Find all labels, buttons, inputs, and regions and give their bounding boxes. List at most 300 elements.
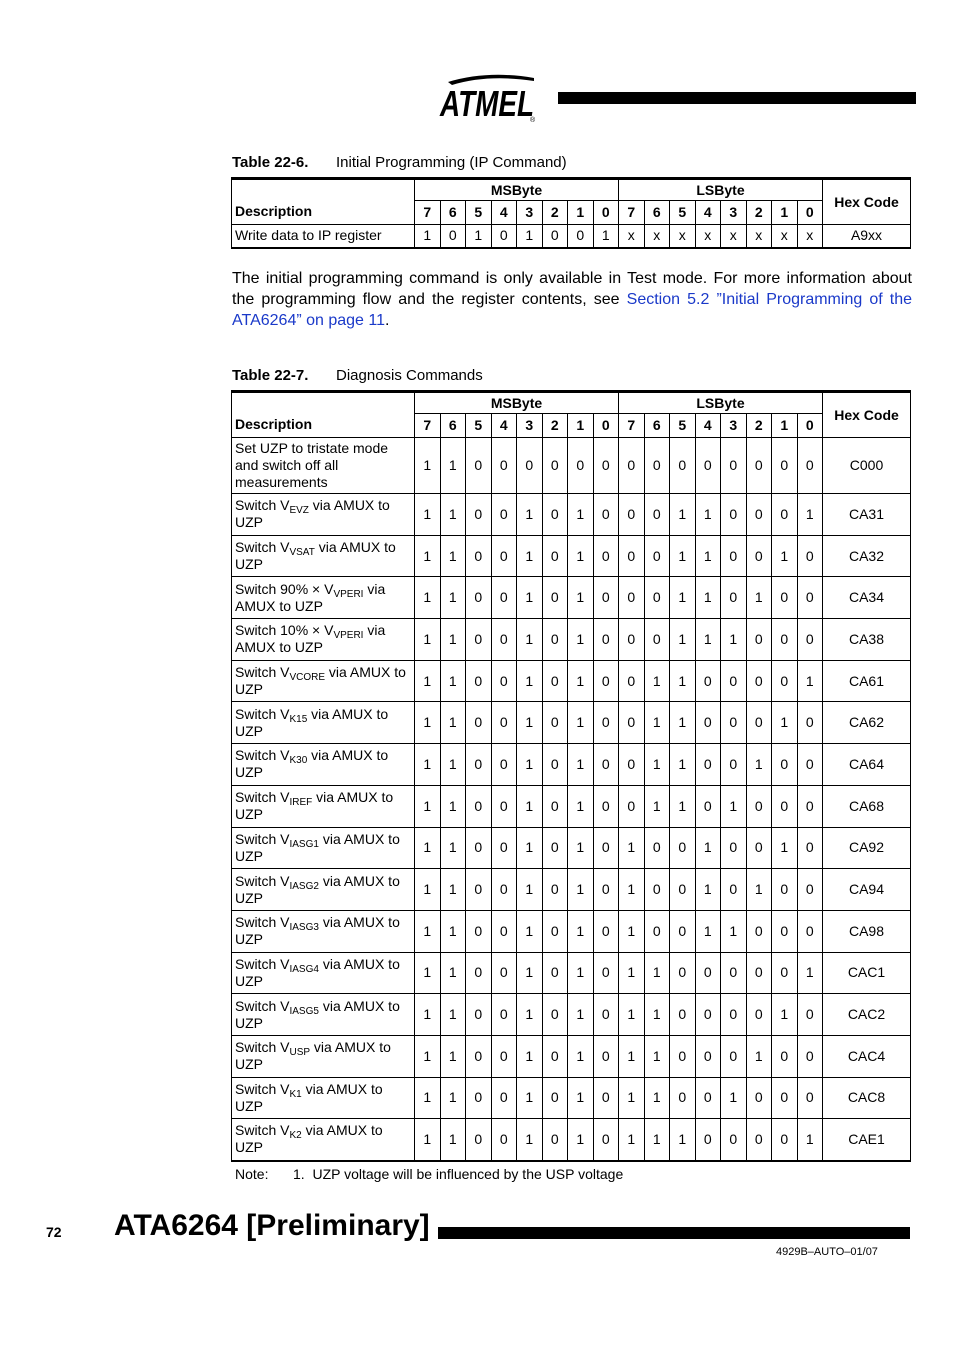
bit-cell: 0 [772, 869, 798, 911]
bit-cell: 1 [568, 744, 594, 786]
bit-cell: 1 [415, 535, 441, 577]
bit-cell: 0 [772, 1077, 798, 1119]
bit-cell: 1 [517, 619, 543, 661]
bit-cell: 1 [440, 1035, 466, 1077]
bit-cell: 0 [466, 1035, 492, 1077]
bit-cell: 1 [440, 660, 466, 702]
bit-cell: 0 [466, 702, 492, 744]
bit-cell: 0 [466, 494, 492, 536]
bit-cell: 0 [491, 827, 517, 869]
bit-cell: 1 [415, 994, 441, 1036]
bit-cell: 0 [797, 535, 823, 577]
bit-cell: 0 [772, 952, 798, 994]
bit-cell: 0 [644, 827, 670, 869]
bit-cell: 0 [466, 438, 492, 494]
description-suffix: via AMUX to UZP [235, 872, 400, 906]
row-description: Write data to IP register [232, 225, 415, 248]
bit-cell: 0 [593, 744, 619, 786]
msbyte-header: MSByte [415, 392, 619, 414]
description-text: Switch V [235, 955, 290, 972]
bit-cell: 0 [772, 910, 798, 952]
bit-cell: 1 [440, 1119, 466, 1161]
bit-cell: 1 [670, 577, 696, 619]
bit-cell: 1 [440, 910, 466, 952]
hex-code-cell: CA31 [823, 494, 911, 536]
bit-cell: 0 [670, 1035, 696, 1077]
bit-cell: 1 [772, 535, 798, 577]
row-description [232, 827, 415, 869]
bit-cell: 1 [568, 869, 594, 911]
bit-cell: 1 [797, 660, 823, 702]
bit-cell: 1 [593, 225, 619, 248]
bit-cell: 0 [721, 494, 747, 536]
description-text: Switch V [235, 789, 290, 806]
bit-cell: 0 [746, 619, 772, 661]
bit-cell: 1 [619, 1119, 645, 1161]
row-description [232, 952, 415, 994]
bit-cell: 1 [568, 660, 594, 702]
bit-cell: 1 [568, 910, 594, 952]
footer-bar [438, 1227, 910, 1239]
bit-cell: 0 [721, 702, 747, 744]
bit-header: 1 [772, 414, 798, 438]
bit-cell: 0 [772, 744, 798, 786]
note-text: 1. UZP voltage will be influenced by the USP voltage [293, 1166, 624, 1182]
bit-cell: 0 [466, 619, 492, 661]
bit-cell: 0 [797, 1077, 823, 1119]
bit-cell: 0 [517, 438, 543, 494]
bit-cell: 1 [746, 1035, 772, 1077]
row-description [232, 702, 415, 744]
table-row [232, 869, 911, 911]
row-description [232, 494, 415, 536]
hex-code-cell: CAE1 [823, 1119, 911, 1161]
description-suffix: via AMUX to UZP [235, 1080, 383, 1114]
bit-header: 2 [542, 201, 568, 225]
voltage-subscript: IASG1 [289, 838, 319, 850]
bit-cell: 0 [746, 1077, 772, 1119]
bit-cell: 1 [721, 910, 747, 952]
note-label: Note: [235, 1166, 269, 1182]
bit-header: 0 [797, 201, 823, 225]
bit-cell: 0 [695, 744, 721, 786]
bit-cell: 1 [670, 619, 696, 661]
bit-cell: 0 [542, 494, 568, 536]
row-description [232, 577, 415, 619]
table-row [232, 535, 911, 577]
bit-cell: 1 [568, 702, 594, 744]
bit-cell: 1 [568, 1119, 594, 1161]
table-row [232, 744, 911, 786]
bit-cell: 1 [695, 535, 721, 577]
bit-cell: x [746, 225, 772, 248]
bit-cell: 0 [670, 952, 696, 994]
bit-cell: x [797, 225, 823, 248]
bit-cell: 0 [797, 994, 823, 1036]
bit-cell: 0 [491, 910, 517, 952]
table1-number: Table 22-6. [232, 154, 309, 171]
bit-cell: 0 [593, 827, 619, 869]
bit-cell: 0 [721, 660, 747, 702]
row-description [232, 438, 415, 494]
bit-cell: 0 [466, 660, 492, 702]
lsbyte-header: LSByte [619, 392, 823, 414]
bit-header: 5 [670, 201, 696, 225]
description-suffix: via AMUX to UZP [235, 497, 390, 531]
bit-cell: 0 [440, 225, 466, 248]
bit-cell: 0 [593, 494, 619, 536]
document-title: ATA6264 [Preliminary] [114, 1209, 430, 1242]
hex-code-header: Hex Code [823, 392, 911, 438]
table2-title: Diagnosis Commands [336, 367, 483, 384]
table-row [232, 910, 911, 952]
bit-cell: 1 [568, 619, 594, 661]
hex-code-cell: CA98 [823, 910, 911, 952]
description-text: Switch 10% × V [235, 622, 334, 639]
bit-cell: 1 [695, 494, 721, 536]
bit-cell: 0 [593, 660, 619, 702]
bit-cell: 0 [797, 910, 823, 952]
bit-header: 3 [721, 414, 747, 438]
description-text: Switch V [235, 872, 290, 889]
bit-cell: 1 [568, 494, 594, 536]
bit-cell: 0 [746, 535, 772, 577]
bit-cell: 1 [517, 535, 543, 577]
bit-cell: 0 [542, 869, 568, 911]
bit-header: 1 [568, 201, 594, 225]
bit-cell: 1 [440, 994, 466, 1036]
table1-title: Initial Programming (IP Command) [336, 154, 567, 171]
bit-cell: 1 [440, 702, 466, 744]
table-row [232, 225, 911, 248]
bit-cell: 1 [644, 1077, 670, 1119]
bit-header: 2 [746, 414, 772, 438]
bit-cell: 0 [797, 744, 823, 786]
bit-cell: 0 [593, 535, 619, 577]
bit-cell: 0 [593, 910, 619, 952]
voltage-subscript: IASG2 [289, 880, 319, 892]
hex-code-cell: A9xx [823, 225, 911, 248]
description-text: Set UZP to tristate mode and switch off all measurements [235, 440, 389, 490]
description-text: Switch V [235, 539, 290, 556]
description-text: Switch V [235, 914, 290, 931]
hex-code-cell: CA62 [823, 702, 911, 744]
description-text: Switch V [235, 997, 290, 1014]
description-text: Switch V [235, 1122, 290, 1139]
bit-cell: 1 [644, 744, 670, 786]
hex-code-cell: CA92 [823, 827, 911, 869]
voltage-subscript: K15 [289, 713, 308, 725]
hex-code-header: Hex Code [823, 179, 911, 225]
bit-cell: 0 [619, 577, 645, 619]
bit-cell: 1 [517, 994, 543, 1036]
bit-cell: 1 [721, 785, 747, 827]
bit-cell: 0 [542, 827, 568, 869]
bit-cell: 0 [772, 438, 798, 494]
description-suffix: via AMUX to UZP [235, 789, 394, 823]
bit-cell: 1 [721, 619, 747, 661]
bit-cell: 0 [644, 869, 670, 911]
bit-cell: 1 [568, 1077, 594, 1119]
bit-cell: 0 [542, 577, 568, 619]
bit-cell: 1 [644, 1119, 670, 1161]
bit-cell: 0 [466, 910, 492, 952]
voltage-subscript: K1 [289, 1088, 302, 1100]
table2-number: Table 22-7. [232, 367, 309, 384]
hex-code-cell: CA64 [823, 744, 911, 786]
bit-cell: 0 [721, 994, 747, 1036]
bit-cell: 0 [542, 702, 568, 744]
bit-cell: 1 [746, 577, 772, 619]
bit-cell: 0 [772, 619, 798, 661]
bit-cell: 1 [619, 910, 645, 952]
row-description [232, 910, 415, 952]
bit-cell: 1 [644, 994, 670, 1036]
description-suffix: via AMUX to UZP [235, 1039, 391, 1073]
bit-cell: 0 [746, 994, 772, 1036]
bit-cell: 1 [644, 660, 670, 702]
bit-cell: 1 [568, 952, 594, 994]
bit-cell: 1 [670, 785, 696, 827]
bit-header: 6 [440, 201, 466, 225]
bit-cell: 0 [466, 785, 492, 827]
row-description [232, 619, 415, 661]
bit-cell: 0 [644, 577, 670, 619]
description-suffix: via AMUX to UZP [235, 580, 386, 614]
bit-cell: 1 [772, 827, 798, 869]
bit-cell: 0 [491, 535, 517, 577]
bit-cell: 0 [721, 577, 747, 619]
bit-cell: 0 [797, 577, 823, 619]
ip-command-table [231, 177, 911, 249]
bit-cell: 0 [797, 869, 823, 911]
header-bar [558, 92, 916, 104]
bit-cell: 1 [415, 952, 441, 994]
bit-cell: 0 [593, 577, 619, 619]
bit-cell: 1 [568, 577, 594, 619]
bit-cell: 0 [619, 494, 645, 536]
description-suffix: via AMUX to UZP [235, 914, 400, 948]
bit-header: 6 [644, 201, 670, 225]
voltage-subscript: IASG4 [289, 963, 319, 975]
bit-cell: 0 [568, 225, 594, 248]
hex-code-cell: CA61 [823, 660, 911, 702]
bit-cell: 0 [568, 438, 594, 494]
bit-cell: 1 [415, 1119, 441, 1161]
bit-cell: 0 [542, 1077, 568, 1119]
bit-header: 5 [670, 414, 696, 438]
bit-cell: 1 [517, 660, 543, 702]
bit-header: 3 [721, 201, 747, 225]
bit-cell: 1 [619, 869, 645, 911]
bit-cell: 1 [466, 225, 492, 248]
hex-code-cell: CA38 [823, 619, 911, 661]
bit-cell: 1 [695, 619, 721, 661]
table-row [232, 494, 911, 536]
bit-cell: 1 [440, 744, 466, 786]
bit-cell: 0 [721, 1035, 747, 1077]
bit-cell: 1 [797, 952, 823, 994]
bit-cell: 0 [721, 952, 747, 994]
table-row [232, 619, 911, 661]
description-header: Description [232, 392, 415, 438]
bit-cell: 0 [772, 577, 798, 619]
bit-cell: 0 [593, 619, 619, 661]
bit-cell: 0 [619, 702, 645, 744]
bit-cell: 1 [619, 1077, 645, 1119]
bit-cell: 1 [415, 702, 441, 744]
bit-cell: 0 [644, 619, 670, 661]
description-suffix: via AMUX to UZP [235, 830, 400, 864]
bit-cell: 1 [619, 994, 645, 1036]
hex-code-cell: CA32 [823, 535, 911, 577]
bit-cell: 1 [440, 494, 466, 536]
bit-cell: 0 [721, 744, 747, 786]
description-suffix: via AMUX to UZP [235, 664, 406, 698]
bit-cell: 0 [542, 225, 568, 248]
bit-cell: 1 [415, 827, 441, 869]
bit-cell: 1 [797, 1119, 823, 1161]
bit-cell: 1 [670, 494, 696, 536]
bit-cell: 0 [772, 1119, 798, 1161]
bit-cell: 1 [415, 438, 441, 494]
bit-cell: 0 [644, 910, 670, 952]
bit-cell: 0 [695, 1119, 721, 1161]
bit-header: 1 [772, 201, 798, 225]
table-row [232, 827, 911, 869]
hex-code-cell: CA34 [823, 577, 911, 619]
bit-cell: 0 [542, 660, 568, 702]
bit-cell: 0 [746, 438, 772, 494]
page-number: 72 [46, 1224, 62, 1240]
bit-cell: 1 [440, 438, 466, 494]
bit-cell: 0 [670, 1077, 696, 1119]
bit-cell: 0 [695, 952, 721, 994]
bit-cell: 1 [721, 1077, 747, 1119]
bit-cell: 0 [466, 1077, 492, 1119]
bit-cell: 0 [593, 1119, 619, 1161]
bit-cell: 1 [415, 225, 441, 248]
bit-header: 3 [517, 201, 543, 225]
bit-cell: 1 [517, 952, 543, 994]
bit-cell: x [670, 225, 696, 248]
bit-cell: 1 [746, 869, 772, 911]
bit-cell: 0 [670, 827, 696, 869]
description-text: Switch V [235, 705, 290, 722]
bit-cell: x [695, 225, 721, 248]
hex-code-cell: CA94 [823, 869, 911, 911]
bit-header: 2 [746, 201, 772, 225]
bit-cell: 0 [466, 744, 492, 786]
bit-cell: 0 [695, 660, 721, 702]
bit-header: 7 [415, 414, 441, 438]
description-text: Switch V [235, 1039, 290, 1056]
bit-header: 1 [568, 414, 594, 438]
description-text: Switch V [235, 664, 290, 681]
bit-cell: 0 [542, 438, 568, 494]
bit-cell: 1 [517, 785, 543, 827]
bit-cell: 0 [542, 910, 568, 952]
bit-header: 3 [517, 414, 543, 438]
bit-cell: 0 [772, 660, 798, 702]
bit-cell: 1 [415, 1035, 441, 1077]
bit-cell: 0 [542, 994, 568, 1036]
bit-cell: 0 [466, 1119, 492, 1161]
bit-cell: 0 [746, 910, 772, 952]
bit-cell: 1 [517, 494, 543, 536]
bit-cell: 1 [670, 535, 696, 577]
hex-code-cell: CAC1 [823, 952, 911, 994]
bit-cell: 1 [695, 827, 721, 869]
voltage-subscript: VPERI [333, 630, 364, 642]
bit-cell: 0 [466, 994, 492, 1036]
bit-cell: 0 [593, 1035, 619, 1077]
bit-cell: 1 [415, 577, 441, 619]
bit-cell: 0 [491, 494, 517, 536]
bit-cell: 0 [466, 535, 492, 577]
table2-caption [232, 367, 483, 384]
bit-cell: 1 [415, 660, 441, 702]
voltage-subscript: K30 [289, 755, 308, 767]
bit-cell: 0 [695, 1035, 721, 1077]
bit-cell: 0 [670, 438, 696, 494]
section-link[interactable]: Section 5.2 ”Initial Programming of the ATA6264” on page 11 [232, 291, 912, 329]
bit-header: 7 [415, 201, 441, 225]
body-paragraph [232, 268, 912, 331]
description-suffix: via AMUX to UZP [235, 955, 400, 989]
bit-cell: 1 [695, 910, 721, 952]
description-suffix: via AMUX to UZP [235, 1122, 383, 1156]
bit-header: 6 [440, 414, 466, 438]
bit-header: 0 [593, 414, 619, 438]
bit-cell: 0 [746, 702, 772, 744]
bit-cell: 0 [721, 827, 747, 869]
bit-cell: 0 [644, 494, 670, 536]
bit-cell: 0 [491, 1077, 517, 1119]
voltage-subscript: EVZ [289, 505, 309, 517]
description-text: Switch 90% × V [235, 580, 334, 597]
hex-code-cell: C000 [823, 438, 911, 494]
bit-cell: 1 [440, 952, 466, 994]
msbyte-header: MSByte [415, 179, 619, 201]
table-row [232, 438, 911, 494]
bit-cell: 0 [491, 1119, 517, 1161]
bit-cell: 0 [772, 785, 798, 827]
bit-cell: x [772, 225, 798, 248]
bit-cell: 0 [670, 869, 696, 911]
bit-cell: 1 [517, 1077, 543, 1119]
bit-cell: 1 [619, 827, 645, 869]
bit-cell: 0 [746, 1119, 772, 1161]
voltage-subscript: VCORE [289, 672, 326, 684]
bit-cell: 1 [644, 952, 670, 994]
bit-cell: 0 [619, 785, 645, 827]
bit-cell: 1 [440, 619, 466, 661]
paragraph-text: The initial programming command is only available in Test mode. For more information about the programming flow and the register contents, see [232, 270, 912, 308]
bit-cell: 1 [644, 1035, 670, 1077]
voltage-subscript: IASG5 [289, 1005, 319, 1017]
logo-text: ATMEL [439, 83, 534, 124]
bit-header: 4 [695, 201, 721, 225]
bit-cell: 1 [440, 869, 466, 911]
bit-cell: 0 [542, 535, 568, 577]
description-text: Switch V [235, 1080, 290, 1097]
description-header: Description [232, 179, 415, 225]
lsbyte-header: LSByte [619, 179, 823, 201]
bit-cell: x [619, 225, 645, 248]
bit-cell: 0 [593, 438, 619, 494]
voltage-subscript: IASG3 [289, 922, 319, 934]
